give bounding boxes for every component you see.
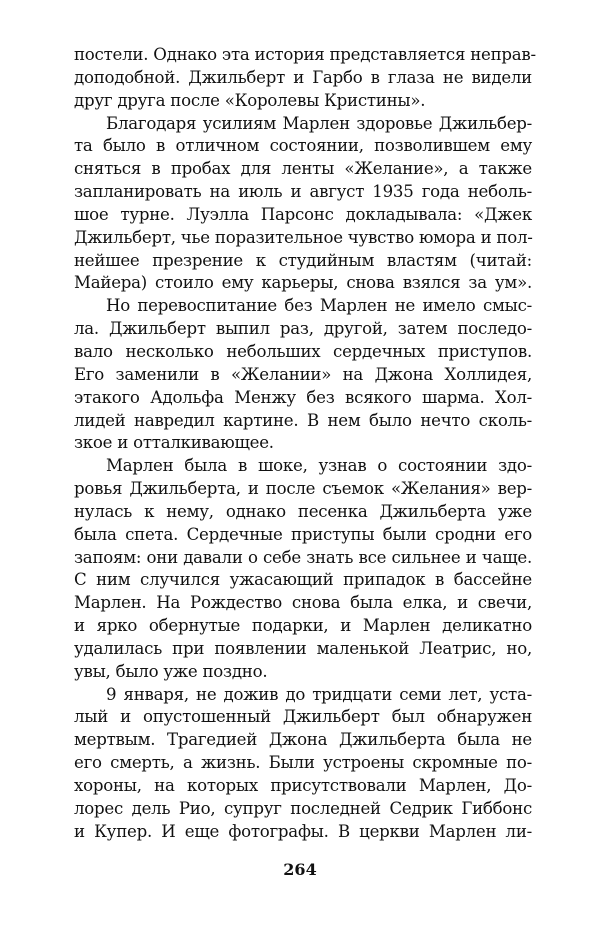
- page-body: [74, 44, 536, 844]
- text-line: этакого Адольфа Менжу без всякого шарма. Хол-: [74, 387, 532, 407]
- text-line: увы, было уже поздно.: [74, 661, 268, 681]
- text-line: Марлен. На Рождество снова была елка, и свечи,: [74, 593, 532, 613]
- text-line: Марлен была в шоке, узнав о состоянии здо-: [106, 456, 532, 476]
- text-line: доподобной. Джильберт и Гарбо в глаза не видели: [74, 67, 532, 87]
- text-line: удалилась при появлении маленькой Леатрис, но,: [74, 638, 532, 658]
- text-line: постели. Однако эта история представляется неправ-: [74, 45, 536, 64]
- text-line: шое турне. Луэлла Парсонс докладывала: «Джек: [74, 204, 532, 224]
- text-line: ровья Джильберта, и после съемок «Желания» вер-: [74, 479, 532, 499]
- paragraph: [74, 113, 532, 296]
- text-line: нейшее презрение к студийным властям (читай:: [74, 250, 532, 270]
- text-line: зкое и отталкивающее.: [74, 433, 274, 453]
- text-line: запланировать на июль и август 1935 года неболь-: [74, 182, 532, 202]
- text-line: и ярко обернутые подарки, и Марлен деликатно: [74, 616, 532, 636]
- text-line: лидей навредил картине. В нем было нечто сколь-: [74, 410, 532, 430]
- text-line: Джильберт, чье поразительное чувство юмора и пол-: [74, 227, 533, 247]
- paragraph: [74, 44, 536, 113]
- text-line: хороны, на которых присутствовали Марлен, До-: [74, 776, 532, 795]
- text-line: Но перевоспитание без Марлен не имело смыс-: [106, 296, 532, 316]
- text-line: Благодаря усилиям Марлен здоровье Джильбер-: [106, 113, 532, 133]
- text-line: друг друга после «Королевы Кристины».: [74, 90, 426, 110]
- text-line: вало несколько небольших сердечных приступов.: [74, 341, 532, 361]
- text-line: ла. Джильберт выпил раз, другой, затем последо-: [74, 319, 532, 339]
- text-line: Его заменили в «Желании» на Джона Холлидея,: [74, 364, 532, 384]
- text-line: С ним случился ужасающий припадок в бассейне: [74, 570, 532, 590]
- text-line: лорес дель Рио, супруг последней Седрик Гиббонс: [74, 798, 532, 818]
- text-line: та было в отличном состоянии, позволившем ему: [74, 136, 532, 156]
- text-line: мертвым. Трагедией Джона Джильберта была не: [74, 730, 532, 750]
- text-line: Майера) стоило ему карьеры, снова взялся за ум».: [74, 273, 532, 293]
- text-line: и Купер. И еще фотографы. В церкви Марлен ли-: [74, 821, 532, 841]
- text-line: была спета. Сердечные приступы были сродни его: [74, 524, 532, 544]
- page-number: 264: [283, 860, 317, 879]
- paragraph: [74, 684, 532, 844]
- paragraph: [74, 295, 532, 455]
- text-line: запоям: они давали о себе знать все сильнее и чаще.: [74, 547, 532, 567]
- text-line: его смерть, а жизнь. Были устроены скромные по-: [74, 753, 532, 773]
- text-line: 9 января, не дожив до тридцати семи лет, уста-: [106, 684, 532, 704]
- text-line: нулась к нему, однако песенка Джильберта уже: [74, 501, 532, 521]
- text-line: сняться в пробах для ленты «Желание», а также: [74, 159, 532, 179]
- paragraph: [74, 455, 532, 683]
- text-line: лый и опустошенный Джильберт был обнаружен: [74, 707, 532, 727]
